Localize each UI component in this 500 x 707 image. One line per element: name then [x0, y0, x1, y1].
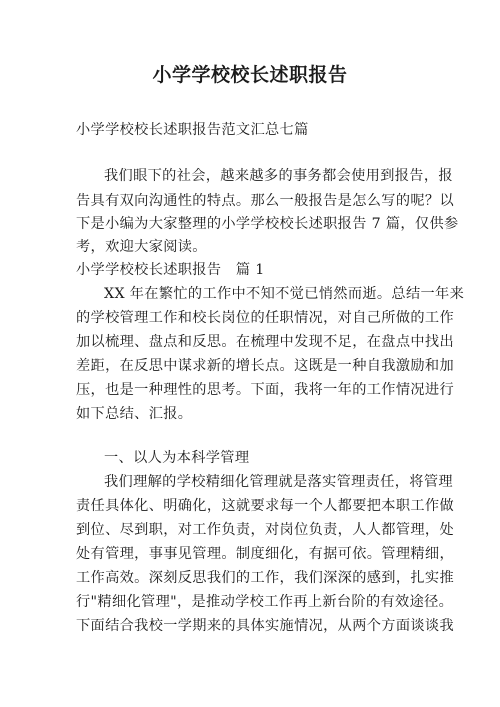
paragraph-line: 下面结合我校一学期来的具体实施情况，从两个方面谈谈我	[76, 618, 454, 634]
paragraph-line: 责任具体化、明确化，这就要求每一个人都要把本职工作做	[76, 498, 454, 514]
paragraph-line: 的学校管理工作和校长岗位的任职情况，对自己所做的工作	[76, 310, 454, 326]
intro-line: 告具有双向沟通性的特点。那么一般报告是怎么写的呢？以	[76, 193, 454, 209]
paragraph-line: 加以梳理、盘点和反思。在梳理中发现不足，在盘点中找出	[76, 334, 454, 350]
document-title: 小学学校校长述职报告	[152, 64, 348, 86]
paragraph-line: 我们理解的学校精细化管理就是落实管理责任，将管理	[104, 474, 453, 490]
paragraph-line: 压，也是一种理性的思考。下面，我将一年的工作情况进行	[76, 382, 454, 398]
document-subtitle: 小学学校校长述职报告范文汇总七篇	[76, 122, 309, 138]
intro-line: 我们眼下的社会，越来越多的事务都会使用到报告，报	[104, 168, 453, 184]
intro-line: 下是小编为大家整理的小学学校校长述职报告 7 篇，仅供参	[76, 216, 459, 232]
paragraph-line: 如下总结、汇报。	[76, 406, 193, 422]
paragraph-line: XX 年在繁忙的工作中不知不觉已悄然而逝。总结一年来	[104, 286, 465, 302]
paragraph-line: 到位、尽到职，对工作负责，对岗位负责，人人都管理，处	[76, 522, 454, 538]
intro-line: 考，欢迎大家阅读。	[76, 239, 207, 255]
report1-heading: 小学学校校长述职报告 篇 1	[76, 262, 265, 278]
paragraph-line: 处有管理，事事见管理。制度细化，有据可依。管理精细，	[76, 546, 454, 562]
paragraph-line: 工作高效。深刻反思我们的工作，我们深深的感到，扎实推	[76, 570, 454, 586]
paragraph-line: 行"精细化管理"，是推动学校工作再上新台阶的有效途径。	[76, 594, 454, 610]
section1-heading: 一、以人为本科学管理	[104, 450, 250, 466]
paragraph-line: 差距，在反思中谋求新的增长点。这既是一种自我激励和加	[76, 358, 454, 374]
